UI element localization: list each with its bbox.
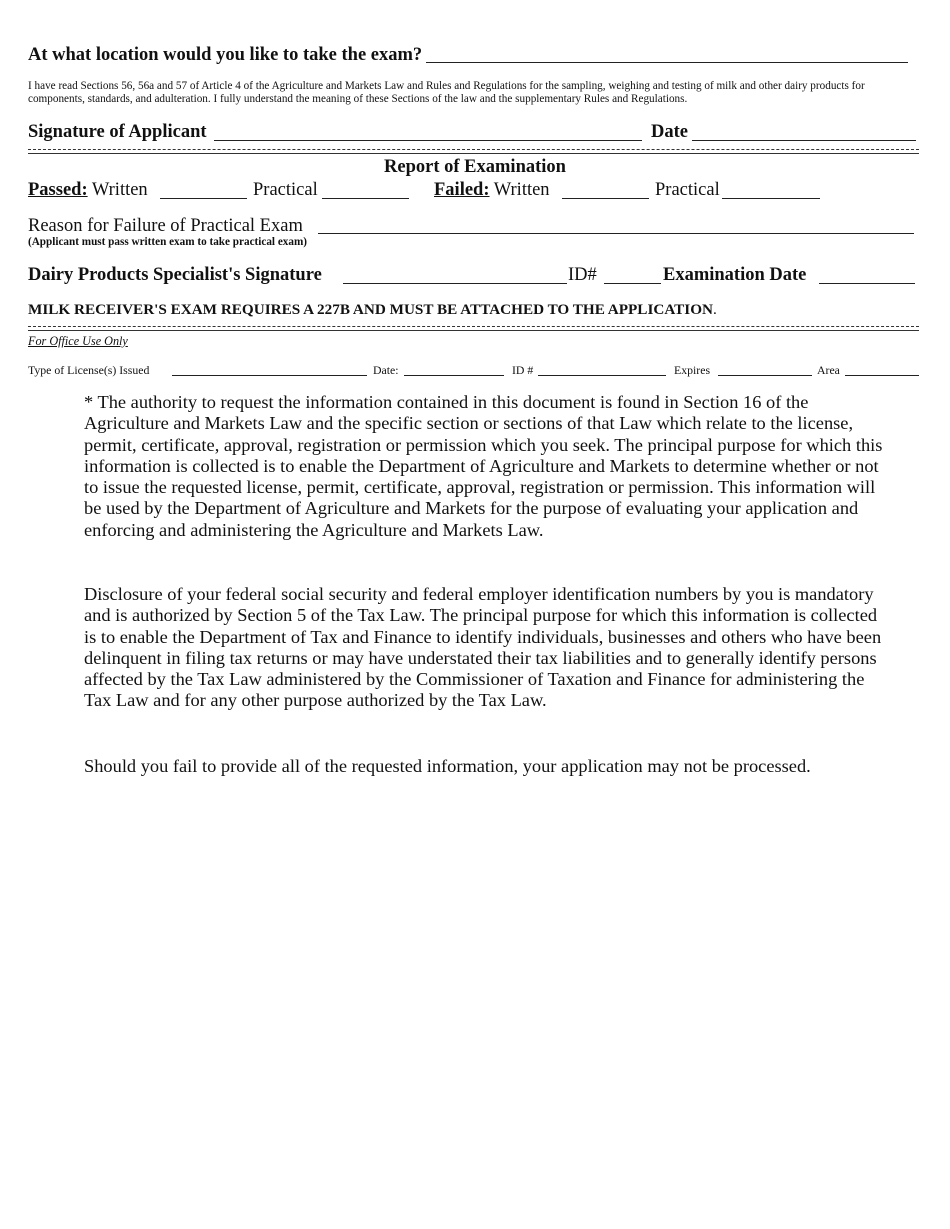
office-id-field[interactable]: [538, 375, 666, 376]
office-use-heading: For Office Use Only: [28, 334, 128, 348]
separator-solid: [28, 153, 919, 154]
applicant-signature-label: Signature of Applicant: [28, 122, 207, 142]
office-expires-label: Expires: [674, 363, 711, 377]
report-title: Report of Examination: [384, 157, 566, 177]
passed-practical-label: Practical: [253, 180, 318, 200]
applicant-date-field[interactable]: [692, 140, 916, 141]
separator-solid-2: [28, 330, 919, 331]
attestation-text: I have read Sections 56, 56a and 57 of Article 4 of the Agriculture and Markets Law and Rules and Regulations for the sampling, weighing and testing of milk and other dairy products for components, standards, and adulteration. I fully understand the meaning of these Sections of the law and the supplementary Rules and Regulations.: [28, 80, 865, 105]
specialist-id-label: ID#: [568, 265, 597, 285]
specialist-signature-field[interactable]: [343, 283, 567, 284]
milk-receiver-notice: MILK RECEIVER'S EXAM REQUIRES A 227B AND MUST BE ATTACHED TO THE APPLICATION: [28, 301, 713, 318]
failure-reason-field[interactable]: [318, 233, 914, 234]
office-id-label: ID #: [512, 363, 534, 377]
license-type-label: Type of License(s) Issued: [28, 363, 150, 377]
failure-note: (Applicant must pass written exam to take practical exam): [28, 236, 308, 248]
milk-receiver-period: .: [712, 301, 717, 318]
applicant-signature-field[interactable]: [214, 140, 642, 141]
passed-label: Passed:: [28, 180, 88, 200]
passed-practical-field[interactable]: [322, 198, 409, 199]
office-area-field[interactable]: [845, 375, 919, 376]
failure-reason-label: Reason for Failure of Practical Exam: [28, 216, 303, 236]
specialist-id-field[interactable]: [604, 283, 661, 284]
passed-written-label: Written: [91, 180, 148, 200]
office-date-field[interactable]: [404, 375, 504, 376]
exam-date-field[interactable]: [819, 283, 915, 284]
office-expires-field[interactable]: [718, 375, 812, 376]
separator-dashed-2: [28, 326, 919, 327]
passed-written-field[interactable]: [160, 198, 247, 199]
license-type-field[interactable]: [172, 375, 367, 376]
specialist-signature-label: Dairy Products Specialist's Signature: [28, 265, 322, 285]
office-area-label: Area: [817, 363, 840, 377]
location-question-label: At what location would you like to take the exam?: [28, 45, 423, 65]
separator-dashed: [28, 149, 919, 150]
incomplete-application-paragraph: Should you fail to provide all of the requested information, your application may not be processed.: [84, 756, 811, 776]
tax-disclosure-paragraph: Disclosure of your federal social security and federal employer identification numbers by you is mandatory and is authorized by Section 5 of the Tax Law. The principal purpose for which this information is collected is to enable the Department of Tax and Finance to identify individuals, businesses and others who have been delinquent in filing tax returns or may have understated their tax liabilities and to generally identify persons affected by the Tax Law administered by the Commissioner of Taxation and Finance for administering the Tax Law and for any other purpose authorized by the Tax Law.: [84, 584, 882, 711]
office-date-label: Date:: [373, 363, 399, 377]
failed-written-field[interactable]: [562, 198, 649, 199]
location-input[interactable]: [426, 62, 908, 63]
location-question-row: [28, 45, 422, 66]
failed-practical-field[interactable]: [722, 198, 820, 199]
passed-row: [28, 180, 148, 201]
applicant-date-label: Date: [651, 122, 688, 142]
failed-practical-label: Practical: [655, 180, 720, 200]
milk-receiver-notice-row: [28, 301, 717, 319]
exam-date-label: Examination Date: [663, 265, 807, 285]
failed-row: [434, 180, 550, 201]
failed-written-label: Written: [493, 180, 550, 200]
authority-paragraph: * The authority to request the information contained in this document is found in Section 16 of the Agriculture and Markets Law and the specific section or sections of that Law which relate to the license, permit, certificate, approval, registration or permission which you seek. The principal purpose for which this information is collected is to enable the Department of Agriculture and Markets to determine whether or not to issue the requested license, permit, certificate, approval, registration or permission. This information will be used by the Department of Agriculture and Markets for the purpose of evaluating your application and enforcing and administering the Agriculture and Markets Law.: [84, 392, 883, 540]
failed-label: Failed:: [434, 180, 490, 200]
